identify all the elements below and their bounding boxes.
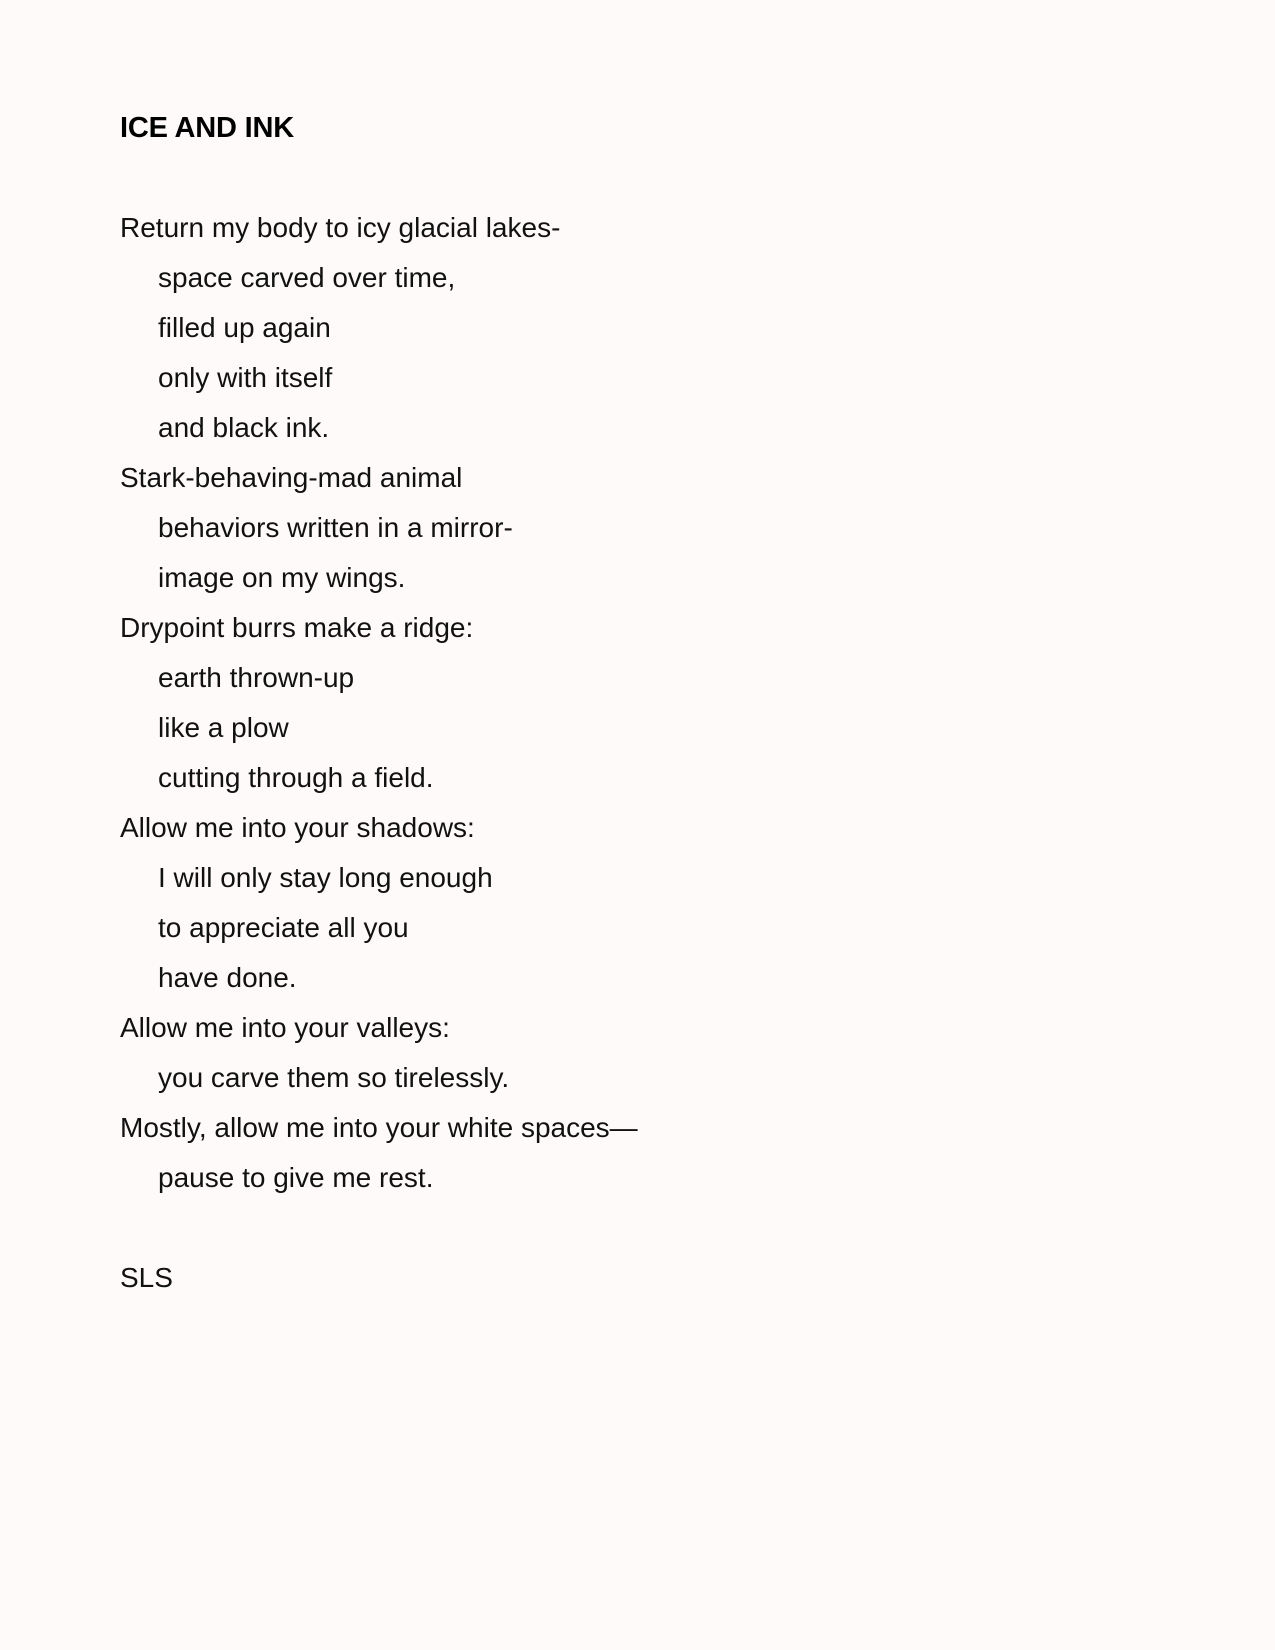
poem-line: earth thrown-up — [158, 662, 355, 693]
poem-line: filled up again — [158, 312, 331, 343]
poem-line: Drypoint burrs make a ridge: — [120, 612, 474, 643]
poem-line: like a plow — [158, 712, 289, 743]
poem-line: I will only stay long enough — [158, 862, 493, 893]
poem-line: pause to give me rest. — [158, 1162, 434, 1193]
poem-line: Allow me into your shadows: — [120, 812, 475, 843]
poem-line: Mostly, allow me into your white spaces— — [120, 1112, 638, 1143]
poem-line: Allow me into your valleys: — [120, 1012, 450, 1043]
poem-line: Return my body to icy glacial lakes- — [120, 212, 561, 243]
poem-line: and black ink. — [158, 412, 330, 443]
poem-line: cutting through a field. — [158, 762, 434, 793]
poem-line: space carved over time, — [158, 262, 456, 293]
poem-line: Stark-behaving-mad animal — [120, 462, 463, 493]
poem-line: image on my wings. — [158, 562, 406, 593]
poem-title: ICE AND INK — [120, 112, 294, 144]
poem-line: to appreciate all you — [158, 912, 409, 943]
author-signature: SLS — [120, 1262, 173, 1293]
poem-line: you carve them so tirelessly. — [158, 1062, 510, 1093]
poem-body — [120, 208, 1020, 1208]
poem-line: behaviors written in a mirror- — [158, 512, 513, 543]
poem-line: only with itself — [158, 362, 333, 393]
poem-line: have done. — [158, 962, 297, 993]
